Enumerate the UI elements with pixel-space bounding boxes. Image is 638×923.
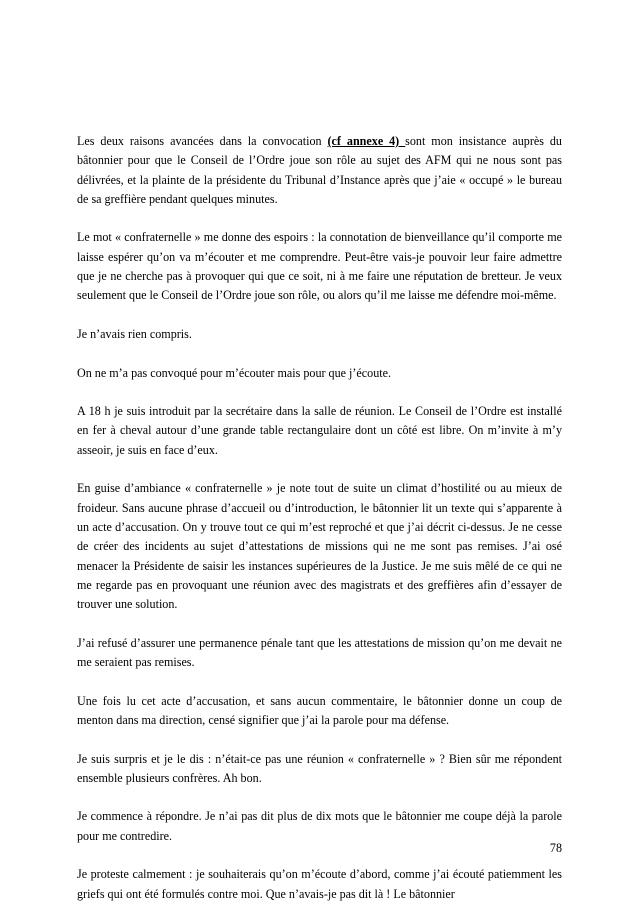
paragraph-interrupted: Je commence à répondre. Je n’ai pas dit plus de dix mots que le bâtonnier me coupe déjà la parole pour me contredire. xyxy=(77,809,562,843)
annex-reference: (cf annexe 4) xyxy=(327,134,406,148)
paragraph-surprised: Je suis surpris et je le dis : n’était-ce pas une réunion « confraternelle » ? Bien sûr me répondent ensemble plusieurs confrères. Ah bon. xyxy=(77,751,562,785)
paragraph-meeting-room: A 18 h je suis introduit par la secrétaire dans la salle de réunion. Le Conseil de l’Ordre est installé en fer à cheval autour d’une grande table rectangulaire dont un côté est libre. On m’invite à m’y asseoir, je suis en face d’eux. xyxy=(77,404,562,457)
paragraph-summoned-to-listen: On ne m’a pas convoqué pour m’écouter mais pour que j’écoute. xyxy=(77,365,391,380)
paragraph-accusation: En guise d’ambiance « confraternelle » je note tout de suite un climat d’hostilité ou au mieux de froideur. Sans aucune phrase d’accueil ou d’introduction, le bâtonnier lit un texte qui s’apparente à un acte d’accusation. On y trouve tout ce qui m’est reproché et que j’ai décrit ci-dessus. Je ne cesse de créer des incidents au sujet d’attestations de missions qui ne me sont pas remises. J’ai osé menacer la Présidente de saisir les instances supérieures de la Justice. Je me suis mêlé de ce qui ne me regarde pas en provoquant une réunion avec des magistrats et des greffières afin d’essayer de trouver une solution. xyxy=(77,481,562,612)
paragraph-confraternelle-hopes: Le mot « confraternelle » me donne des espoirs : la connotation de bienveillance qu’il comporte me laisse espérer qu’on va m’écouter et me comprendre. Peut-être vais-je pouvoir leur faire admettre que je ne cherche pas à provoquer qui que ce soit, ni à me faire une réputation de bretteur. Je veux seulement que le Conseil de l’Ordre joue son rôle, ou alors qu’il me laisse me défendre moi-même. xyxy=(77,230,562,303)
paragraph-text: sont mon insistance auprès du bâtonnier pour que le Conseil de l’Ordre joue son rôle au sujet des AFM qui ne nous sont pas délivrées, et la plainte de la présidente du Tribunal d’Instance après que j’aie « occupé » le bureau de sa greffière pendant quelques minutes. xyxy=(77,134,562,206)
paragraph-text: Les deux raisons avancées dans la convocation xyxy=(77,134,328,148)
paragraph-protest: Je proteste calmement : je souhaiterais qu’on m’écoute d’abord, comme j’ai écouté patiemment les griefs qui ont été formulés contre moi. Que n’avais-je pas dit là ! Le bâtonnier xyxy=(77,867,562,901)
paragraph-nothing-understood: Je n’avais rien compris. xyxy=(77,326,192,341)
page-number: 78 xyxy=(549,841,562,855)
paragraph-refused-duty: J’ai refusé d’assurer une permanence pénale tant que les attestations de mission qu’on me devait ne me seraient pas remises. xyxy=(77,635,562,670)
paragraph-convocation-reasons xyxy=(77,132,562,209)
paragraph-given-floor: Une fois lu cet acte d’accusation, et sans aucun commentaire, le bâtonnier donne un coup de menton dans ma direction, censé signifier que j’ai la parole pour ma défense. xyxy=(77,693,562,727)
body-text xyxy=(77,132,562,923)
